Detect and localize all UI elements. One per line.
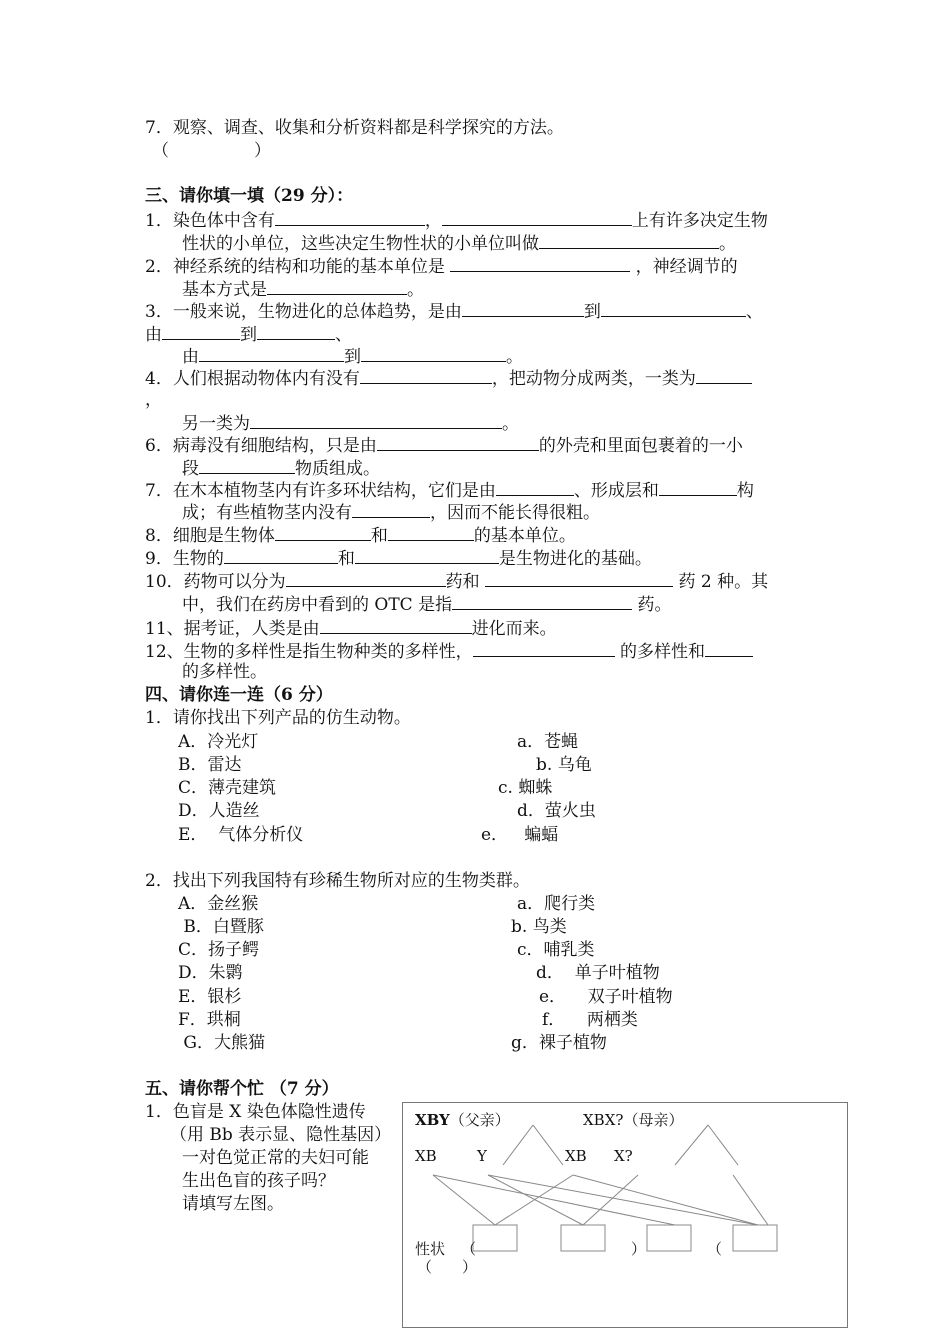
- blank[interactable]: [485, 569, 673, 587]
- father-genotype: XBY（父亲）: [415, 1111, 510, 1129]
- match-right-item[interactable]: b. 鸟类: [511, 917, 567, 937]
- match-left-item[interactable]: A．金丝猴: [178, 894, 259, 914]
- cross-line: [433, 1175, 675, 1225]
- match-right-item[interactable]: c. 蜘蛛: [498, 778, 553, 798]
- sec5-text-line: 1．色盲是 X 染色体隐性遗传: [145, 1102, 366, 1122]
- fill-q12-line2: 的多样性。: [182, 662, 267, 682]
- blank[interactable]: [199, 456, 295, 474]
- match-left-item[interactable]: C．薄壳建筑: [178, 778, 277, 798]
- genetics-diagram: [402, 1102, 848, 1328]
- fill-q2-line2: 基本方式是 。: [182, 277, 424, 302]
- match-q2-title: 2．找出下列我国特有珍稀生物所对应的生物类群。: [145, 871, 530, 891]
- match-right-item[interactable]: b. 乌龟: [536, 755, 592, 775]
- cross-line: [583, 1175, 638, 1225]
- fill-q12-line1: 12、生物的多样性是指生物种类的多样性， 的多样性和: [145, 639, 753, 664]
- trait-paren: （ ）: [417, 1258, 478, 1276]
- section-4-title: 四、请你连一连（6 分）: [145, 685, 333, 705]
- blank[interactable]: [496, 478, 574, 496]
- gamete-label: XB: [565, 1147, 587, 1165]
- cross-line: [733, 1175, 768, 1225]
- blank[interactable]: [267, 277, 407, 295]
- fill-q4-comma: ，: [145, 390, 162, 410]
- sec5-text-line: 生出色盲的孩子吗？: [182, 1171, 335, 1191]
- gamete-label: XB: [415, 1147, 437, 1165]
- fill-q2-line1: 2．神经系统的结构和功能的基本单位是 ，神经调节的: [145, 254, 738, 279]
- fill-q9: 9．生物的 和 是生物进化的基础。: [145, 546, 652, 571]
- fill-q10-line2: 中，我们在药房中看到的 OTC 是指 药。: [182, 592, 672, 617]
- fill-q1-line1: 1．染色体中含有 ， 上有许多决定生物: [145, 208, 768, 233]
- fill-q6-line2: 段 物质组成。: [182, 456, 380, 481]
- sec5-text-line: （用 Bb 表示显、隐性基因）: [170, 1125, 392, 1145]
- fill-q7-line2: 成；有些植物茎内没有 ，因而不能长得很粗。: [182, 500, 600, 525]
- blank[interactable]: [162, 322, 240, 340]
- blank[interactable]: [442, 208, 632, 226]
- judge-q7: 7．观察、调查、收集和分析资料都是科学探究的方法。: [145, 118, 564, 138]
- fill-q7-line1: 7．在木本植物茎内有许多环状结构，它们是由 、形成层和 构: [145, 478, 754, 503]
- match-right-item[interactable]: f． 两栖类: [542, 1010, 638, 1030]
- blank[interactable]: [320, 616, 472, 634]
- fill-q4-line1: 4．人们根据动物体内有没有 ，把动物分成两类，一类为: [145, 366, 752, 391]
- fill-q6-line1: 6．病毒没有细胞结构，只是由 的外壳和里面包裹着的一小: [145, 433, 743, 458]
- match-left-item[interactable]: D．人造丝: [178, 801, 260, 821]
- trait-paren: （: [707, 1240, 723, 1258]
- cross-line: [488, 1175, 758, 1225]
- match-left-item[interactable]: E． 气体分析仪: [178, 825, 304, 845]
- blank[interactable]: [696, 366, 752, 384]
- fill-q3-line1: 3．一般来说，生物进化的总体趋势，是由 到 、: [145, 299, 763, 324]
- blank[interactable]: [361, 344, 506, 362]
- match-left-item[interactable]: B．雷达: [178, 755, 242, 775]
- blank[interactable]: [352, 500, 430, 518]
- blank[interactable]: [286, 569, 446, 587]
- trait-paren: （: [461, 1240, 477, 1258]
- match-right-item[interactable]: a．苍蝇: [517, 732, 579, 752]
- blank[interactable]: [377, 433, 539, 451]
- cross-line: [433, 1175, 495, 1225]
- judge-q7-paren: （ ）: [152, 141, 271, 161]
- blank[interactable]: [250, 411, 502, 429]
- match-right-item[interactable]: g．裸子植物: [511, 1033, 607, 1053]
- blank[interactable]: [199, 344, 344, 362]
- cross-line: [488, 1175, 583, 1225]
- blank[interactable]: [355, 546, 499, 564]
- fill-q3-line2: 由 到 、: [145, 322, 352, 347]
- blank[interactable]: [388, 523, 474, 541]
- blank[interactable]: [473, 639, 615, 657]
- fill-q8: 8．细胞是生物体 和 的基本单位。: [145, 523, 576, 548]
- blank[interactable]: [659, 478, 737, 496]
- offspring-box: [647, 1225, 691, 1251]
- blank[interactable]: [539, 231, 719, 249]
- fill-q11: 11、据考证，人类是由 进化而来。: [145, 616, 557, 641]
- trait-paren: ）: [631, 1240, 647, 1258]
- offspring-box: [733, 1225, 777, 1251]
- blank[interactable]: [452, 592, 632, 610]
- match-left-item[interactable]: D．朱鹮: [178, 963, 243, 983]
- sec5-text-line: 一对色觉正常的夫妇可能: [182, 1148, 369, 1168]
- match-left-item[interactable]: F．珙桐: [178, 1010, 241, 1030]
- blank[interactable]: [360, 366, 492, 384]
- blank[interactable]: [601, 299, 746, 317]
- sec5-text-line: 请填写左图。: [182, 1194, 284, 1214]
- match-left-item[interactable]: G．大熊猫: [178, 1033, 265, 1053]
- section-3-title: 三、请你填一填（29 分）：: [145, 186, 354, 206]
- match-left-item[interactable]: B．白暨豚: [178, 917, 264, 937]
- blank[interactable]: [257, 322, 335, 340]
- fill-q4-line2: 另一类为 。: [182, 411, 519, 436]
- match-right-item[interactable]: a．爬行类: [517, 894, 596, 914]
- gamete-label: Y: [477, 1147, 487, 1165]
- section-5-title: 五、请你帮个忙 （7 分）: [145, 1079, 339, 1099]
- blank[interactable]: [705, 639, 753, 657]
- match-q1-title: 1．请你找出下列产品的仿生动物。: [145, 708, 411, 728]
- offspring-box: [561, 1225, 605, 1251]
- blank[interactable]: [224, 546, 338, 564]
- fill-q10-line1: 10．药物可以分为 药和 药 2 种。其: [145, 569, 768, 594]
- blank[interactable]: [462, 299, 584, 317]
- parent-branch-line: [708, 1125, 738, 1165]
- match-right-item[interactable]: e． 双子叶植物: [539, 987, 673, 1007]
- match-right-item[interactable]: d． 单子叶植物: [536, 963, 660, 983]
- parent-branch-line: [675, 1125, 708, 1165]
- match-right-item[interactable]: d．萤火虫: [517, 801, 596, 821]
- match-left-item[interactable]: E．银杉: [178, 987, 242, 1007]
- trait-label: 性状: [415, 1240, 446, 1258]
- blank[interactable]: [275, 208, 425, 226]
- fill-q3-line3: 由 到 。: [182, 344, 523, 369]
- mother-genotype: XBX?（母亲）: [583, 1111, 684, 1129]
- blank[interactable]: [275, 523, 371, 541]
- genetics-diagram-lines: [403, 1103, 849, 1329]
- offspring-box: [473, 1225, 517, 1251]
- fill-q1-line2: 性状的小单位，这些决定生物性状的小单位叫做 。: [182, 231, 736, 256]
- parent-branch-line: [503, 1125, 533, 1165]
- match-right-item[interactable]: c．哺乳类: [517, 940, 595, 960]
- parent-branch-line: [533, 1125, 563, 1165]
- cross-line: [495, 1175, 573, 1225]
- match-left-item[interactable]: A．冷光灯: [178, 732, 259, 752]
- gamete-label: X?: [614, 1147, 633, 1165]
- match-left-item[interactable]: C．扬子鳄: [178, 940, 260, 960]
- match-right-item[interactable]: e． 蝙蝠: [481, 825, 559, 845]
- cross-line: [573, 1175, 758, 1225]
- blank[interactable]: [450, 254, 630, 272]
